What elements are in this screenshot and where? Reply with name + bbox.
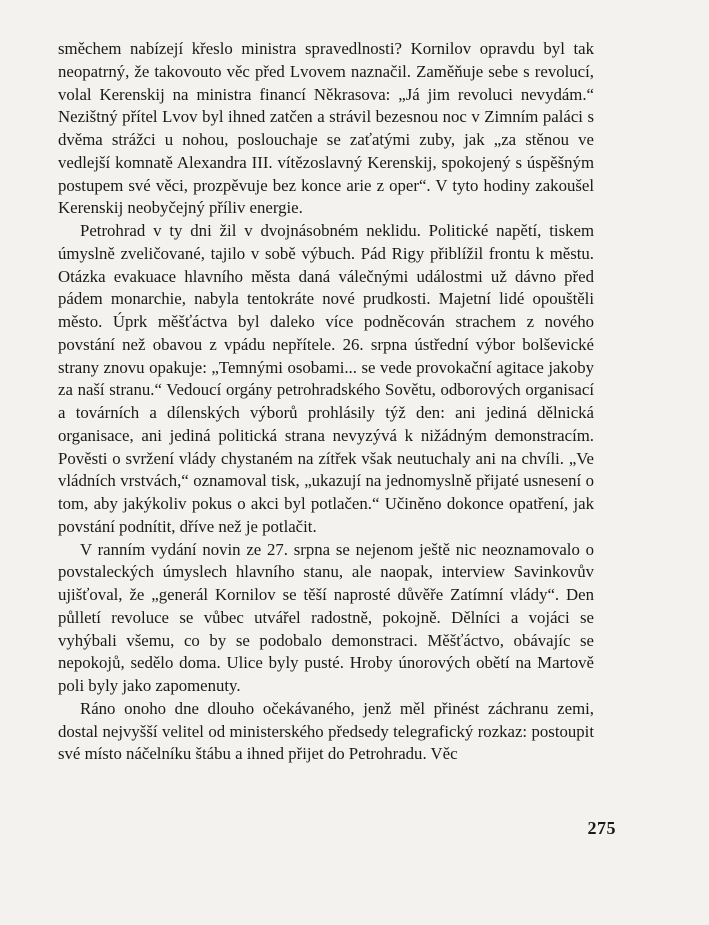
paragraph: V ranním vydání novin ze 27. srpna se nejenom ještě nic neoznamovalo o povstaleckých úmyslech hlavního stanu, ale naopak, interview Savinkovův ujišťoval, že „generál Kornilov se těší naprosté důvěře Zatímní vlády“. Den půlletí revoluce se vůbec utvářel radostně, pokojně. Dělníci a vojáci se vyhýbali všemu, co by se podobalo demonstraci. Měšťáctvo, obávajíc se nepokojů, sedělo doma. Ulice byly pusté. Hroby únorových obětí na Martově poli byly jako zapomenuty. (58, 539, 594, 695)
paragraph-continuation: směchem nabízejí křeslo ministra spravedlnosti? Kornilov opravdu byl tak neopatrný, že takovouto věc před Lvovem naznačil. Zaměňuje sebe s revolucí, volal Kerenskij na ministra financí Někrasova: „Já jim revoluci nevydám.“ Nezištný přítel Lvov byl ihned zatčen a strávil bezesnou noc v Zimním paláci s dvěma strážci u nohou, poslouchaje se zaťatými zuby, jak „za stěnou ve vedlejší komnatě Alexandra III. vítězoslavný Kerenskij, spokojený s úspěšným postupem své věci, prozpěvuje bez konce arie z oper“. V tyto hodiny zakoušel Kerenskij neobyčejný příliv energie. (58, 39, 594, 218)
page-number: 275 (587, 818, 616, 838)
paragraph: Ráno onoho dne dlouho očekávaného, jenž měl přinést záchranu zemi, dostal nejvyšší velitel od ministerského předsedy telegrafický rozkaz: postoupit své místo náčelníku štábu a ihned přijet do Petrohradu. Věc (58, 698, 594, 764)
body-text (58, 38, 594, 766)
paragraph: Petrohrad v ty dni žil v dvojnásobném neklidu. Politické napětí, tiskem úmyslně zveličované, tajilo v sobě výbuch. Pád Rigy přiblížil frontu k městu. Otázka evakuace hlavního města daná válečnými událostmi už dávno před pádem monarchie, nabyla tentokráte nové prudkosti. Majetní lidé opouštěli město. Úprk měšťáctva byl daleko více podněcován strachem z nového povstání než obavou z vpádu nepřítele. 26. srpna ústřední výbor bolševické strany znovu opakuje: „Temnými osobami... se vede provokační agitace jakoby za naší stranu.“ Vedoucí orgány petrohradského Sovětu, odborových organisací a továrních a dílenských výborů prohlásily týž den: ani jediná dělnická organisace, ani jediná politická strana nevyzývá k nižádným demonstracím. Pověsti o svržení vlády chystaném na zítřek však neutuchaly ani na chvíli. „Ve vládních vrstvách,“ oznamoval tisk, „ukazují na jednomyslně přijaté usnesení o tom, aby jakýkoliv pokus o akci byl potlačen.“ Učiněno dokonce opatření, jak povstání podnítit, dříve než je potlačit. (58, 221, 594, 536)
